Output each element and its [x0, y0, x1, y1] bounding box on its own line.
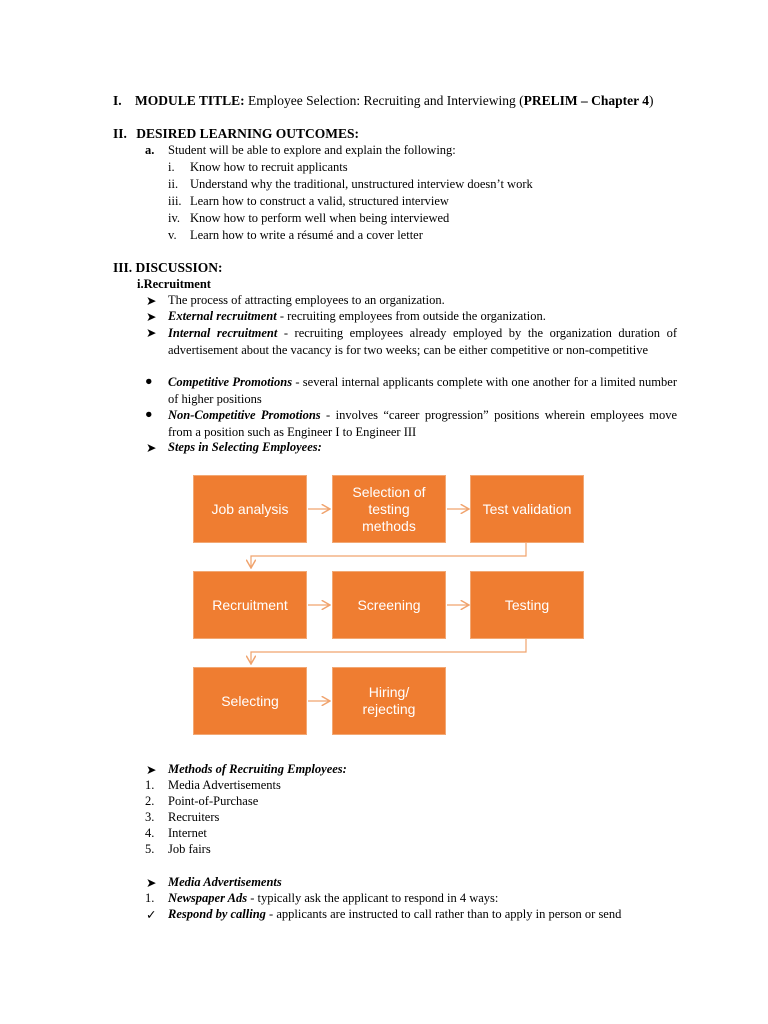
outcome-marker: ii.	[168, 177, 179, 191]
outcome-item: Understand why the traditional, unstructured interview doesn’t work	[190, 177, 533, 191]
method-marker: 1.	[145, 778, 155, 792]
methods-label: Methods of Recruiting Employees:	[168, 762, 347, 776]
method-marker: 5.	[145, 842, 155, 856]
outcome-item: Know how to recruit applicants	[190, 160, 348, 174]
flow-step-job-analysis: Job analysis	[193, 475, 307, 543]
external-term: External recruitment	[168, 309, 277, 323]
flow-step-test-validation: Test validation	[470, 475, 584, 543]
internal-term: Internal recruitment	[168, 326, 278, 340]
method-item: Recruiters	[168, 810, 220, 824]
module-label: MODULE TITLE:	[135, 93, 245, 108]
outcome-marker: i.	[168, 160, 175, 174]
outcomes-label: DESIRED LEARNING OUTCOMES:	[136, 126, 360, 141]
flow-step-selecting: Selecting	[193, 667, 307, 735]
outcome-item: Know how to perform well when being interviewed	[190, 211, 450, 225]
respond-by-calling	[168, 907, 621, 922]
flow-arrow	[251, 639, 526, 664]
flow-step-recruitment: Recruitment	[193, 571, 307, 639]
module-title: Employee Selection: Recruiting and Interviewing (	[248, 93, 524, 108]
competitive-term: Competitive Promotions	[168, 375, 293, 389]
outcomes-intro: Student will be able to explore and explain the following:	[168, 143, 456, 157]
steps-label: Steps in Selecting Employees:	[168, 440, 322, 454]
dot-bullet-icon: ●	[145, 407, 153, 421]
noncompetitive-term: Non-Competitive Promotions	[168, 408, 321, 422]
method-item: Internet	[168, 826, 207, 840]
newspaper-term: Newspaper Ads	[168, 891, 248, 905]
outcomes-numeral: II.	[113, 126, 127, 141]
module-close: )	[648, 93, 654, 108]
discussion-heading: III. DISCUSSION:	[113, 260, 223, 275]
arrow-bullet-icon: ➤	[146, 763, 157, 777]
respond-term: Respond by calling	[168, 907, 266, 921]
arrow-bullet-icon: ➤	[146, 294, 157, 308]
arrow-bullet-icon: ➤	[146, 310, 157, 324]
media-item-marker: 1.	[145, 891, 155, 905]
method-marker: 2.	[145, 794, 155, 808]
flow-arrow	[251, 543, 526, 568]
dot-bullet-icon: ●	[145, 374, 153, 388]
flow-step-hiring-rejecting: Hiring/ rejecting	[332, 667, 446, 735]
flow-step-selection-of-testing-methods: Selection of testing methods	[332, 475, 446, 543]
method-marker: 3.	[145, 810, 155, 824]
noncompetitive-text: - involves “career progression” positions wherein employees move from a position such as Engineer I to Engineer III	[168, 408, 677, 439]
respond-text: - applicants are instructed to call rather than to apply in person or send	[265, 907, 622, 921]
outcome-item: Learn how to construct a valid, structured interview	[190, 194, 449, 208]
outcome-item: Learn how to write a résumé and a cover letter	[190, 228, 423, 242]
newspaper-text: - typically ask the applicant to respond in 4 ways:	[247, 891, 499, 905]
method-item: Point-of-Purchase	[168, 794, 259, 808]
outcome-marker: v.	[168, 228, 177, 242]
arrow-bullet-icon: ➤	[146, 326, 157, 340]
external-text: - recruiting employees from outside the organization.	[276, 309, 546, 323]
media-label: Media Advertisements	[168, 875, 282, 889]
arrow-bullet-icon: ➤	[146, 876, 157, 890]
module-chapter: PRELIM – Chapter 4	[523, 93, 649, 108]
competitive-text: - several internal applicants complete with one another for a limited number of higher positions	[168, 375, 677, 406]
checkmark-icon: ✓	[146, 908, 157, 922]
outcome-marker: iv.	[168, 211, 181, 225]
discussion-subheading: i.Recruitment	[137, 277, 211, 291]
method-item: Media Advertisements	[168, 778, 281, 792]
method-marker: 4.	[145, 826, 155, 840]
module-numeral: I.	[113, 93, 122, 108]
internal-text: - recruiting employees already employed by the organization duration of advertisement about the vacancy is for two weeks; can be either competitive or non-competitive	[168, 326, 677, 357]
outcome-marker: iii.	[168, 194, 182, 208]
flow-step-testing: Testing	[470, 571, 584, 639]
method-item: Job fairs	[168, 842, 211, 856]
arrow-bullet-icon: ➤	[146, 441, 157, 455]
newspaper-ads	[168, 891, 498, 906]
recruitment-definition: The process of attracting employees to an organization.	[168, 293, 445, 307]
flow-step-screening: Screening	[332, 571, 446, 639]
outcomes-sub-marker: a.	[145, 143, 155, 157]
